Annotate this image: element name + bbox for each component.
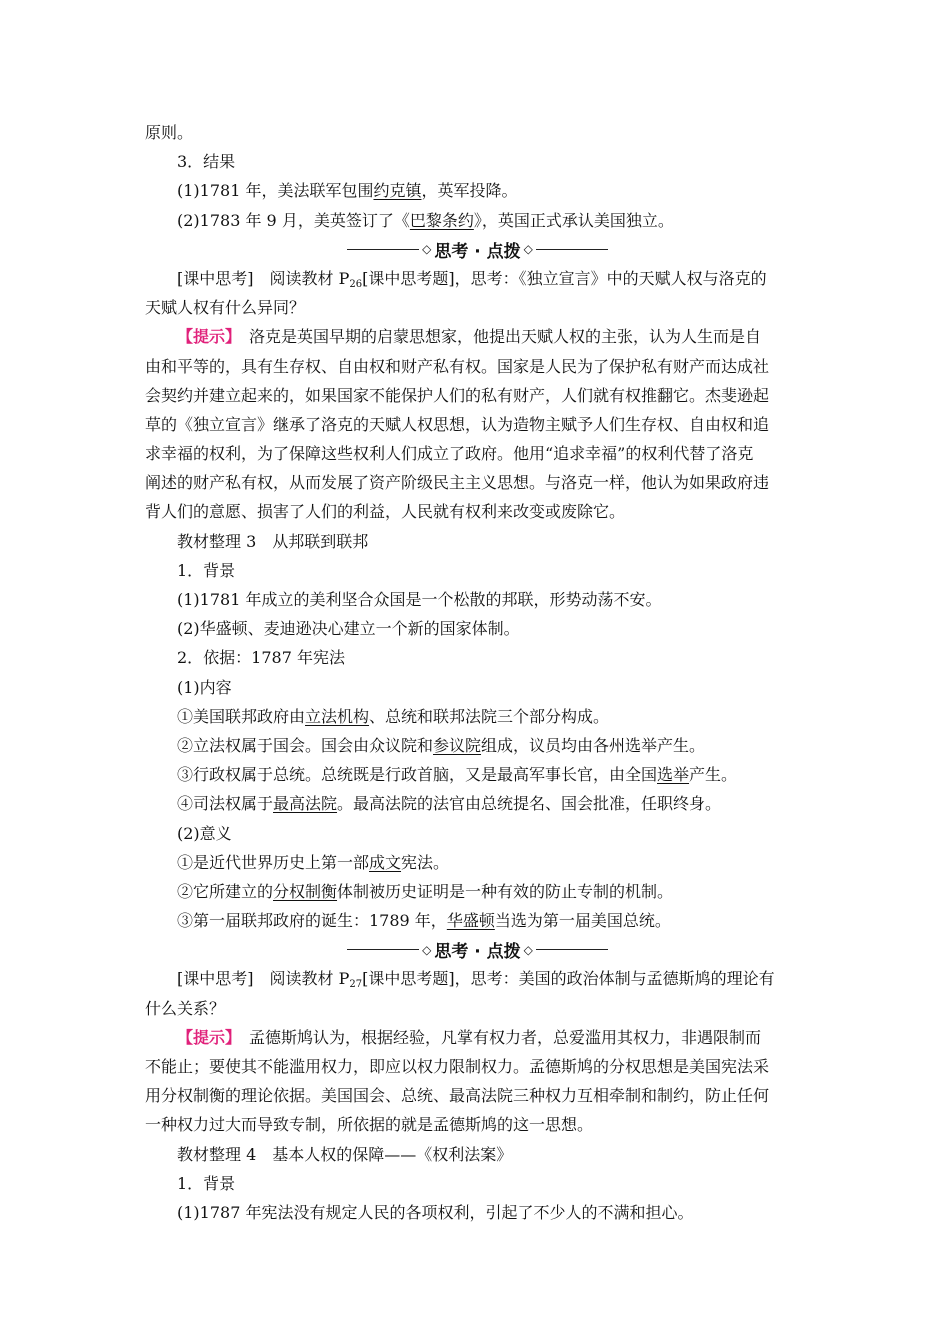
text-line: [145, 439, 810, 468]
text-line: [145, 118, 810, 147]
divider-rule: [536, 249, 608, 250]
section-heading: [145, 1140, 810, 1169]
text: (1)内容: [177, 677, 232, 697]
list-item: [145, 1198, 810, 1227]
text: 。最高法院的法官由总统提名、国会批准，任职终身。: [337, 794, 722, 814]
question-line: [145, 964, 810, 993]
page-subscript: 27: [349, 979, 363, 991]
text: 一种权力过大而导致专制，所依据的就是孟德斯鸠的这一思想。: [145, 1115, 594, 1135]
list-item: [145, 176, 810, 205]
text: 体制被历史证明是一种有效的防止专制的机制。: [337, 881, 674, 901]
section-divider: [145, 935, 810, 964]
list-item: [145, 206, 810, 235]
text-line: [145, 352, 810, 381]
divider-title: 思考 · 点拨: [434, 942, 521, 963]
text: (1)1781 年成立的美利坚合众国是一个松散的邦联，形势动荡不安。: [177, 590, 662, 609]
divider-rule: [536, 949, 608, 950]
text: (1)1781 年，美法联军包围: [177, 181, 374, 201]
text: 2．依据：1787 年宪法: [177, 648, 345, 668]
hint-label: 【提示】: [177, 327, 234, 347]
list-item: [145, 760, 810, 789]
text: 阐述的财产私有权，从而发展了资产阶级民主主义思想。与洛克一样，他认为如果政府违: [145, 473, 770, 493]
text: ②立法权属于国会。国会由众议院和: [177, 735, 434, 755]
list-item: [145, 906, 810, 935]
section-heading: [145, 673, 810, 702]
section-heading: [145, 1169, 810, 1198]
underlined-keyword: 选举: [657, 765, 690, 785]
text: 教材整理 3 从邦联到联邦: [177, 531, 369, 551]
section-heading: [145, 556, 810, 585]
underlined-keyword: 巴黎条约: [409, 210, 474, 230]
text: ③行政权属于总统。总统既是行政首脑，又是最高军事长官，由全国: [177, 765, 658, 785]
divider-rule: [347, 249, 419, 250]
text: 用分权制衡的理论依据。美国国会、总统、最高法院三种权力互相牵制和制约，防止任何: [145, 1086, 770, 1106]
list-item: [145, 731, 810, 760]
text-line: [145, 994, 810, 1023]
text: ，英军投降。: [421, 181, 518, 201]
text-line: [145, 410, 810, 439]
text: 组成，议员均由各州选举产生。: [481, 735, 706, 755]
list-item: [145, 585, 810, 614]
text: 孟德斯鸠认为，根据经验，凡掌有权力者，总爱滥用其权力，非遇限制而: [233, 1027, 762, 1047]
text: [课中思考题]，思考：《独立宣言》中的天赋人权与洛克的: [362, 268, 767, 288]
diamond-icon: ◇: [422, 242, 432, 257]
text: (1)1787 年宪法没有规定人民的各项权利，引起了不少人的不满和担心。: [177, 1202, 694, 1222]
diamond-icon: ◇: [523, 242, 533, 257]
text: 宪法。: [401, 852, 450, 872]
underlined-keyword: 最高法院: [273, 794, 338, 814]
text: 洛克是英国早期的启蒙思想家，他提出天赋人权的主张，认为人生而是自: [233, 327, 762, 347]
hint-line: [145, 1023, 810, 1052]
text-line: [145, 1110, 810, 1139]
list-item: [145, 789, 810, 818]
divider-title: 思考 · 点拨: [434, 241, 521, 262]
question-line: [145, 264, 810, 293]
list-item: [145, 848, 810, 877]
list-item: [145, 877, 810, 906]
text: ②它所建立的: [177, 881, 274, 901]
text: 1．背景: [177, 560, 236, 580]
text: 1．背景: [177, 1173, 236, 1193]
section-heading: [145, 147, 810, 176]
text: 会契约并建立起来的，如果国家不能保护人们的私有财产，人们就有权推翻它。杰斐逊起: [145, 385, 770, 405]
text-line: [145, 1081, 810, 1110]
text: [课中思考] 阅读教材 P: [177, 969, 350, 989]
text: 背人们的意愿、损害了人们的利益，人民就有权利来改变或废除它。: [145, 502, 626, 522]
text-line: [145, 381, 810, 410]
underlined-keyword: 参议院: [433, 735, 482, 755]
text-line: [145, 468, 810, 497]
hint-line: [145, 322, 810, 351]
text: 由和平等的，具有生存权、自由权和财产私有权。国家是人民为了保护私有财产而达成社: [145, 356, 770, 376]
text: [课中思考] 阅读教材 P: [177, 268, 350, 288]
text: (2)华盛顿、麦迪逊决心建立一个新的国家体制。: [177, 619, 520, 639]
text: 什么关系？: [145, 998, 226, 1018]
list-item: [145, 614, 810, 643]
text-line: [145, 293, 810, 322]
underlined-keyword: 立法机构: [305, 706, 370, 726]
section-divider: [145, 235, 810, 264]
text: 当选为第一届美国总统。: [494, 911, 671, 931]
text: 产生。: [689, 765, 738, 785]
section-heading: [145, 527, 810, 556]
text: 教材整理 4 基本人权的保障——《权利法案》: [177, 1144, 513, 1164]
text: 不能止；要使其不能滥用权力，即应以权力限制权力。孟德斯鸠的分权思想是美国宪法采: [145, 1057, 770, 1076]
text: 求幸福的权利，为了保障这些权利人们成立了政府。他用“追求幸福”的权利代替了洛克: [145, 444, 754, 464]
text: 》，英国正式承认美国独立。: [473, 210, 674, 230]
document-body: [145, 118, 810, 1227]
text: ①美国联邦政府由: [177, 706, 306, 726]
text-line: [145, 1052, 810, 1081]
text: (2)意义: [177, 823, 232, 843]
text: 草的《独立宣言》继承了洛克的天赋人权思想，认为造物主赋予人们生存权、自由权和追: [145, 414, 770, 434]
list-item: [145, 702, 810, 731]
section-heading: [145, 819, 810, 848]
text: (2)1783 年 9 月，美英签订了《: [177, 210, 410, 230]
text: [课中思考题]，思考：美国的政治体制与孟德斯鸠的理论有: [362, 969, 775, 989]
diamond-icon: ◇: [422, 942, 432, 957]
hint-label: 【提示】: [177, 1027, 234, 1047]
underlined-keyword: 分权制衡: [273, 881, 338, 901]
text: 、总统和联邦法院三个部分构成。: [369, 706, 610, 726]
text: ③第一届联邦政府的诞生：1789 年，: [177, 911, 447, 931]
page-subscript: 26: [349, 278, 363, 290]
text: ④司法权属于: [177, 794, 274, 814]
underlined-keyword: 约克镇: [373, 181, 422, 201]
divider-rule: [347, 949, 419, 950]
text: 原则。: [145, 123, 194, 142]
section-heading: [145, 643, 810, 672]
text-line: [145, 497, 810, 526]
text: 天赋人权有什么异同？: [145, 298, 306, 318]
text: 3．结果: [177, 152, 236, 172]
underlined-keyword: 成文: [369, 852, 402, 872]
text: ①是近代世界历史上第一部: [177, 852, 370, 872]
underlined-keyword: 华盛顿: [446, 911, 495, 931]
diamond-icon: ◇: [523, 942, 533, 957]
